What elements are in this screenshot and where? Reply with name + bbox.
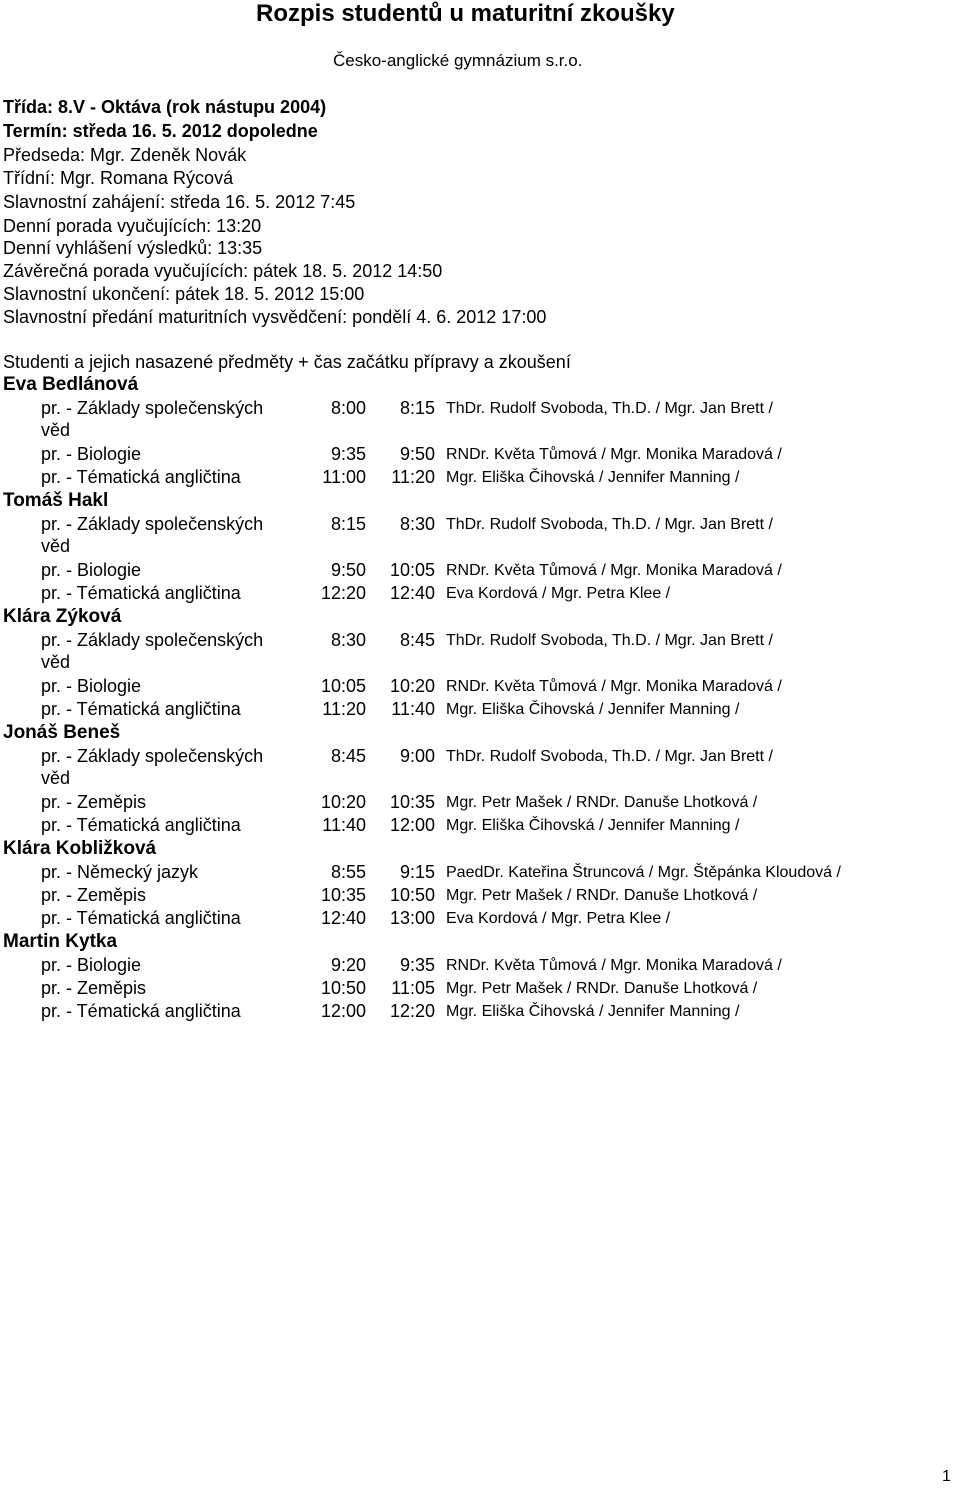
page-number: 1: [942, 1468, 951, 1485]
document-title: Rozpis studentů u maturitní zkoušky: [256, 0, 675, 27]
subject-name: pr. - Základy společenských: [41, 746, 264, 766]
info-trida: Třída: 8.V - Oktáva (rok nástupu 2004): [3, 97, 327, 117]
info-porada: Denní porada vyučujících: 13:20: [3, 216, 262, 236]
examiners: Mgr. Eliška Čihovská / Jennifer Manning /: [446, 817, 740, 834]
prep-start-time: 11:00: [322, 467, 366, 487]
exam-time: 9:50: [399, 444, 435, 464]
subject-name: pr. - Německý jazyk: [41, 862, 199, 882]
prep-start-time: 9:20: [330, 955, 366, 975]
examiners: PaedDr. Kateřina Štruncová / Mgr. Štěpánka Kloudová /: [446, 864, 841, 881]
prep-start-time: 11:40: [322, 815, 366, 835]
prep-start-time: 8:15: [330, 514, 366, 534]
student-name: Eva Bedlánová: [3, 374, 139, 395]
examiners: Mgr. Petr Mašek / RNDr. Danuše Lhotková /: [446, 887, 758, 904]
exam-time: 12:00: [389, 815, 435, 835]
info-zaverecna: Závěrečná porada vyučujících: pátek 18. 5. 2012 14:50: [3, 261, 443, 281]
prep-start-time: 8:00: [330, 398, 366, 418]
exam-time: 9:00: [399, 746, 435, 766]
prep-start-time: 12:00: [320, 1001, 366, 1021]
examiners: Mgr. Petr Mašek / RNDr. Danuše Lhotková /: [446, 794, 758, 811]
exam-time: 11:20: [391, 467, 435, 487]
subject-name: pr. - Základy společenských: [41, 514, 264, 534]
subject-name: pr. - Tématická angličtina: [41, 699, 241, 719]
subject-name: pr. - Zeměpis: [41, 792, 147, 812]
examiners: Eva Kordová / Mgr. Petra Klee /: [446, 585, 671, 602]
info-tridni: Třídní: Mgr. Romana Rýcová: [3, 168, 234, 188]
prep-start-time: 12:20: [320, 583, 366, 603]
subject-name: pr. - Tématická angličtina: [41, 467, 241, 487]
student-name: Martin Kytka: [3, 931, 118, 952]
student-name: Tomáš Hakl: [3, 490, 109, 511]
exam-time: 10:05: [389, 560, 435, 580]
section-heading: Studenti a jejich nasazené předměty + čas začátku přípravy a zkoušení: [3, 352, 571, 372]
prep-start-time: 10:20: [320, 792, 366, 812]
subject-name: pr. - Biologie: [41, 676, 142, 696]
school-name: Česko-anglické gymnázium s.r.o.: [333, 51, 583, 70]
info-zahajeni: Slavnostní zahájení: středa 16. 5. 2012 7:45: [3, 192, 356, 212]
exam-time: 8:15: [399, 398, 435, 418]
examiners: RNDr. Květa Tůmová / Mgr. Monika Maradová /: [446, 957, 782, 974]
exam-time: 8:30: [399, 514, 435, 534]
examiners: RNDr. Květa Tůmová / Mgr. Monika Maradová /: [446, 678, 782, 695]
exam-time: 10:20: [389, 676, 435, 696]
info-predseda: Předseda: Mgr. Zdeněk Novák: [3, 145, 247, 165]
subject-name: pr. - Zeměpis: [41, 885, 147, 905]
subject-name-continued: věd: [41, 652, 71, 672]
prep-start-time: 12:40: [320, 908, 366, 928]
subject-name-continued: věd: [41, 768, 71, 788]
student-name: Klára Zýková: [3, 606, 122, 627]
examiners: ThDr. Rudolf Svoboda, Th.D. / Mgr. Jan Brett /: [446, 748, 773, 765]
examiners: Eva Kordová / Mgr. Petra Klee /: [446, 910, 671, 927]
exam-time: 13:00: [389, 908, 435, 928]
examiners: Mgr. Eliška Čihovská / Jennifer Manning /: [446, 469, 740, 486]
info-vyhlaseni: Denní vyhlášení výsledků: 13:35: [3, 238, 263, 258]
exam-time: 10:35: [389, 792, 435, 812]
examiners: Mgr. Eliška Čihovská / Jennifer Manning /: [446, 1003, 740, 1020]
subject-name: pr. - Biologie: [41, 955, 142, 975]
examiners: ThDr. Rudolf Svoboda, Th.D. / Mgr. Jan Brett /: [446, 632, 773, 649]
examiners: Mgr. Eliška Čihovská / Jennifer Manning /: [446, 701, 740, 718]
subject-name: pr. - Základy společenských: [41, 398, 264, 418]
student-name: Klára Kobližková: [3, 838, 157, 859]
subject-name: pr. - Základy společenských: [41, 630, 264, 650]
examiners: RNDr. Květa Tůmová / Mgr. Monika Maradová /: [446, 446, 782, 463]
prep-start-time: 9:50: [330, 560, 366, 580]
exam-time: 12:40: [389, 583, 435, 603]
subject-name: pr. - Zeměpis: [41, 978, 147, 998]
exam-time: 12:20: [389, 1001, 435, 1021]
prep-start-time: 10:05: [320, 676, 366, 696]
examiners: Mgr. Petr Mašek / RNDr. Danuše Lhotková /: [446, 980, 758, 997]
exam-time: 11:40: [391, 699, 435, 719]
subject-name: pr. - Tématická angličtina: [41, 815, 241, 835]
subject-name: pr. - Tématická angličtina: [41, 908, 241, 928]
exam-time: 10:50: [389, 885, 435, 905]
prep-start-time: 8:55: [330, 862, 366, 882]
exam-time: 9:15: [399, 862, 435, 882]
prep-start-time: 8:30: [330, 630, 366, 650]
subject-name: pr. - Tématická angličtina: [41, 583, 241, 603]
exam-time: 9:35: [399, 955, 435, 975]
subject-name: pr. - Biologie: [41, 444, 142, 464]
student-name: Jonáš Beneš: [3, 722, 121, 743]
exam-time: 11:05: [391, 978, 435, 998]
prep-start-time: 10:50: [320, 978, 366, 998]
examiners: RNDr. Květa Tůmová / Mgr. Monika Maradová /: [446, 562, 782, 579]
info-ukonceni: Slavnostní ukončení: pátek 18. 5. 2012 15:00: [3, 284, 365, 304]
subject-name: pr. - Biologie: [41, 560, 142, 580]
prep-start-time: 9:35: [330, 444, 366, 464]
prep-start-time: 8:45: [330, 746, 366, 766]
subject-name-continued: věd: [41, 420, 71, 440]
subject-name-continued: věd: [41, 536, 71, 556]
examiners: ThDr. Rudolf Svoboda, Th.D. / Mgr. Jan Brett /: [446, 400, 773, 417]
examiners: ThDr. Rudolf Svoboda, Th.D. / Mgr. Jan Brett /: [446, 516, 773, 533]
info-predani: Slavnostní předání maturitních vysvědčení: pondělí 4. 6. 2012 17:00: [3, 307, 547, 327]
prep-start-time: 11:20: [322, 699, 366, 719]
info-termin: Termín: středa 16. 5. 2012 dopoledne: [3, 121, 318, 141]
prep-start-time: 10:35: [320, 885, 366, 905]
subject-name: pr. - Tématická angličtina: [41, 1001, 241, 1021]
exam-time: 8:45: [399, 630, 435, 650]
